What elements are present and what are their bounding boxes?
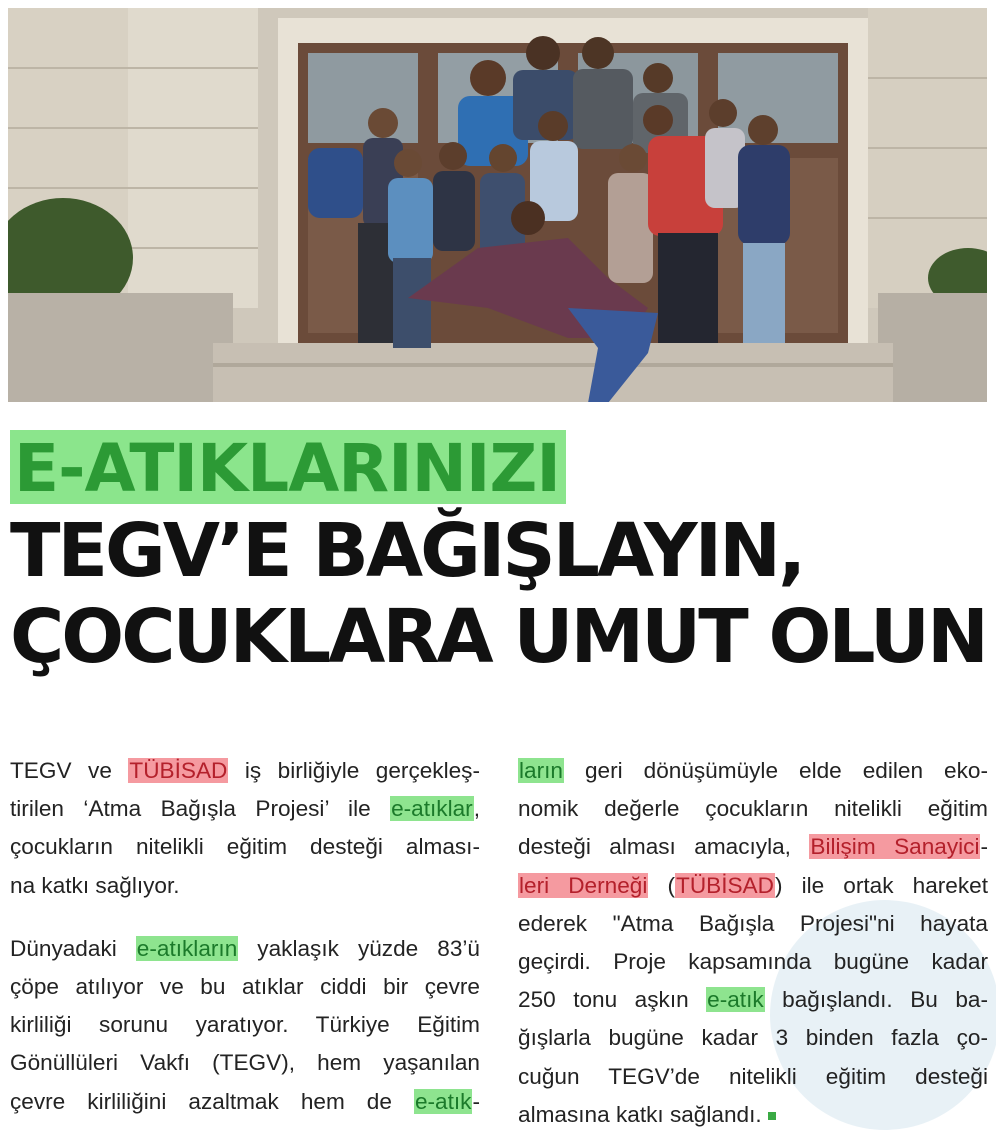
highlight-dernegi: leri Derneği: [519, 872, 648, 898]
text-line-final: almasına katkı sağlandı.: [518, 1096, 988, 1134]
text-line: nomik değerle çocukların nitelikli eğitim: [518, 796, 988, 822]
text-line: leri Derneği (TÜBİSAD) ile ortak hareket: [519, 872, 988, 898]
intro-paragraph: [10, 752, 480, 905]
text-line: 250 tonu aşkın e-atık bağışlandı. Bu ba-: [518, 987, 988, 1013]
highlight-e-atik: e-atık: [707, 987, 764, 1013]
headline-line-3: ÇOCUKLARA UMUT OLUN: [10, 594, 986, 680]
article-headline: [10, 430, 990, 680]
article-photo: [8, 8, 987, 402]
highlight-larin: ların: [519, 758, 563, 783]
text-line: cuğun TEGV’de nitelikli eğitim desteği: [518, 1063, 988, 1089]
text-line: geçirdi. Proje kapsamında bugüne kadar: [518, 949, 988, 975]
article-left-column: [10, 752, 480, 1121]
text-line: tirilen ‘Atma Bağışla Projesi’ ile e-atıklar,: [10, 796, 480, 822]
highlight-e-atiklar: e-atıklar: [391, 796, 473, 822]
text-line: ğışlarla bugüne kadar 3 binden fazla ço-: [518, 1025, 988, 1051]
highlight-e-atiklarin: e-atıkların: [136, 935, 238, 961]
text-line: desteği alması amacıyla, Bilişim Sanayici-: [518, 834, 988, 860]
text-line: Dünyadaki e-atıkların yaklaşık yüzde 83’ü: [10, 935, 480, 961]
group-photo-illustration: [8, 8, 987, 402]
text-line: çöpe atılıyor ve bu atıklar ciddi bir çevre: [10, 974, 480, 1000]
body-paragraph: [10, 930, 480, 1121]
highlight-e-atik: e-atık: [414, 1088, 472, 1114]
text-line: Gönüllüleri Vakfı (TEGV), hem yaşanılan: [10, 1050, 480, 1076]
text-line: çevre kirliliğini azaltmak hem de e-atık-: [10, 1088, 480, 1114]
highlight-bilisim: Bilişim Sanayici: [810, 834, 980, 860]
highlight-tubisad: TÜBİSAD: [676, 872, 774, 898]
text-line: çocukların nitelikli eğitim desteği alması-: [10, 834, 480, 860]
headline-line-2: TEGV’E BAĞIŞLAYIN,: [10, 508, 804, 594]
body-paragraph-continued: [518, 752, 988, 1134]
text-line: ederek "Atma Bağışla Projesi"ni hayata: [518, 910, 988, 936]
text-line: kirliliği sorunu yaratıyor. Türkiye Eğitim: [10, 1012, 480, 1038]
text-line: na katkı sağlıyor.: [10, 872, 180, 898]
highlight-tubisad: TÜBİSAD: [129, 758, 228, 783]
end-of-article-square-icon: [768, 1112, 776, 1120]
text-line: TEGV ve TÜBİSAD iş birliğiyle gerçekleş-: [10, 758, 481, 783]
text-line: ların geri dönüşümüyle elde edilen eko-: [519, 758, 988, 783]
headline-line-1: E-ATIKLARINIZI: [10, 430, 566, 504]
article-right-column: [518, 752, 988, 1134]
